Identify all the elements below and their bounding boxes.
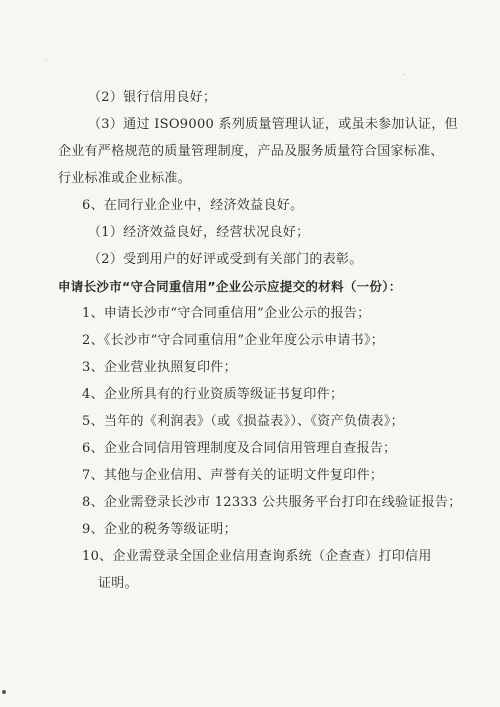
text-line: （2）受到用户的好评或受到有关部门的表彰。	[88, 252, 363, 267]
list-item: 9、企业的税务等级证明；	[82, 522, 237, 537]
list-item: 1、申请长沙市“守合同重信用”企业公示的报告；	[82, 306, 371, 321]
text-line: （1）经济效益良好，经营状况良好；	[88, 225, 310, 240]
list-item: 8、企业需登录长沙市 12333 公共服务平台打印在线验证报告；	[82, 495, 462, 510]
text-line: 6、在同行业企业中，经济效益良好。	[82, 198, 304, 213]
list-item: 7、其他与企业信用、声誉有关的证明文件复印件；	[82, 468, 384, 483]
list-item: 3、企业营业执照复印件；	[82, 360, 237, 375]
list-item: 2、《长沙市“守合同重信用”企业年度公示申请书》；	[82, 333, 385, 348]
scan-speck	[2, 690, 6, 694]
list-item: 10、企业需登录全国企业信用查询系统（企查查）打印信用	[82, 549, 432, 564]
list-item-continuation: 证明。	[98, 576, 138, 591]
list-item: 4、企业所具有的行业资质等级证书复印件；	[82, 387, 344, 402]
section-heading: 申请长沙市“守合同重信用”企业公示应提交的材料（一份）：	[58, 279, 402, 294]
text-line: 行业标准或企业标准。	[58, 171, 192, 186]
list-item: 6、企业合同信用管理制度及合同信用管理自查报告；	[82, 441, 397, 456]
list-item: 5、当年的《利润表》（或《损益表》）、《资产负债表》；	[82, 414, 404, 429]
text-line: （3）通过 ISO9000 系列质量管理认证，或虽未参加认证，但	[88, 117, 458, 132]
scan-speck	[46, 60, 47, 61]
scan-speck	[404, 74, 405, 75]
text-line: （2）银行信用良好；	[88, 90, 217, 105]
text-line: 企业有严格规范的质量管理制度，产品及服务质量符合国家标准、	[58, 144, 444, 159]
